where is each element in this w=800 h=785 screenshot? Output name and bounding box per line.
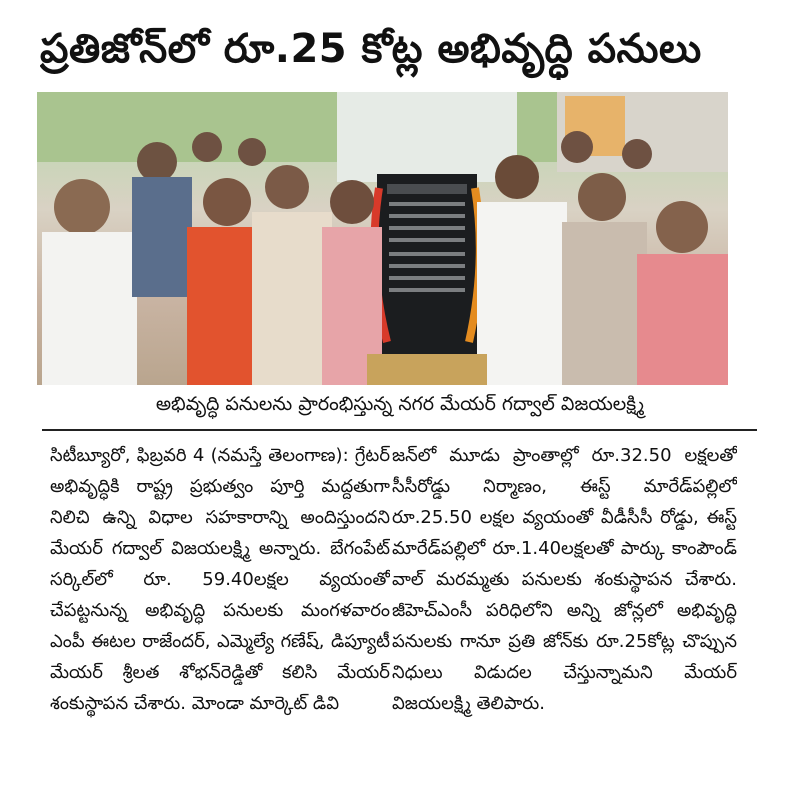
divider [42,429,757,431]
article-body-column-left: సిటీబ్యూరో, ఫిబ్రవరి 4 (నమస్తే తెలంగాణ): గ్రేటర్ అభివృద్ధికి రాష్ట్ర ప్రభుత్వం పూర్తి మద్దతుగా నిలిచి ఉన్ని విధాల సహకారాన్ని అందిస్తుందని మేయర్ గద్వాల్ విజయలక్ష్మి అన్నారు. బేగంపేట్ సర్కిల్‌లో రూ. 59.40లక్షల వ్యయంతో చేపట్టనున్న అభివృద్ధి పనులకు మంగళవారం ఎంపీ ఈటల రాజేందర్, ఎమ్మెల్యే గణేష్, డిప్యూటీ మేయర్ శ్రీలత శోభన్‌రెడ్డితో కలిసి మేయర్ శంకుస్థాపన చేశారు. మోండా మార్కెట్ డివి [50,445,390,714]
news-photo [37,92,728,385]
headline: ప్రతిజోన్‌లో రూ.25 కోట్ల అభివృద్ధి పనులు [40,26,702,72]
photo-caption: అభివృద్ధి పనులను ప్రారంభిస్తున్న నగర మేయర్ గద్వాల్ విజయలక్ష్మి [155,393,645,415]
article-body-column-right: జన్‌లో మూడు ప్రాంతాల్లో రూ.32.50 లక్షలతో సీసీరోడ్డు నిర్మాణం, ఈస్ట్ మారేడ్‌పల్లిలో రూ.25.50 లక్షల వ్యయంతో వీడీసీసీ రోడ్డు, ఈస్ట్ మారేడ్‌పల్లిలో రూ.1.40లక్షలతో పార్కు కాంపౌండ్ వాల్ మరమ్మతు పనులకు శంకుస్థాపన చేశారు. జీహెచ్‌ఎంసీ పరిధిలోని అన్ని జోన్లలో అభివృద్ధి పనులకు గానూ ప్రతి జోన్‌కు రూ.25కోట్ల చొప్పున నిధులు విడుదల చేస్తున్నామని మేయర్ విజయలక్ష్మి తెలిపారు. [392,445,737,714]
